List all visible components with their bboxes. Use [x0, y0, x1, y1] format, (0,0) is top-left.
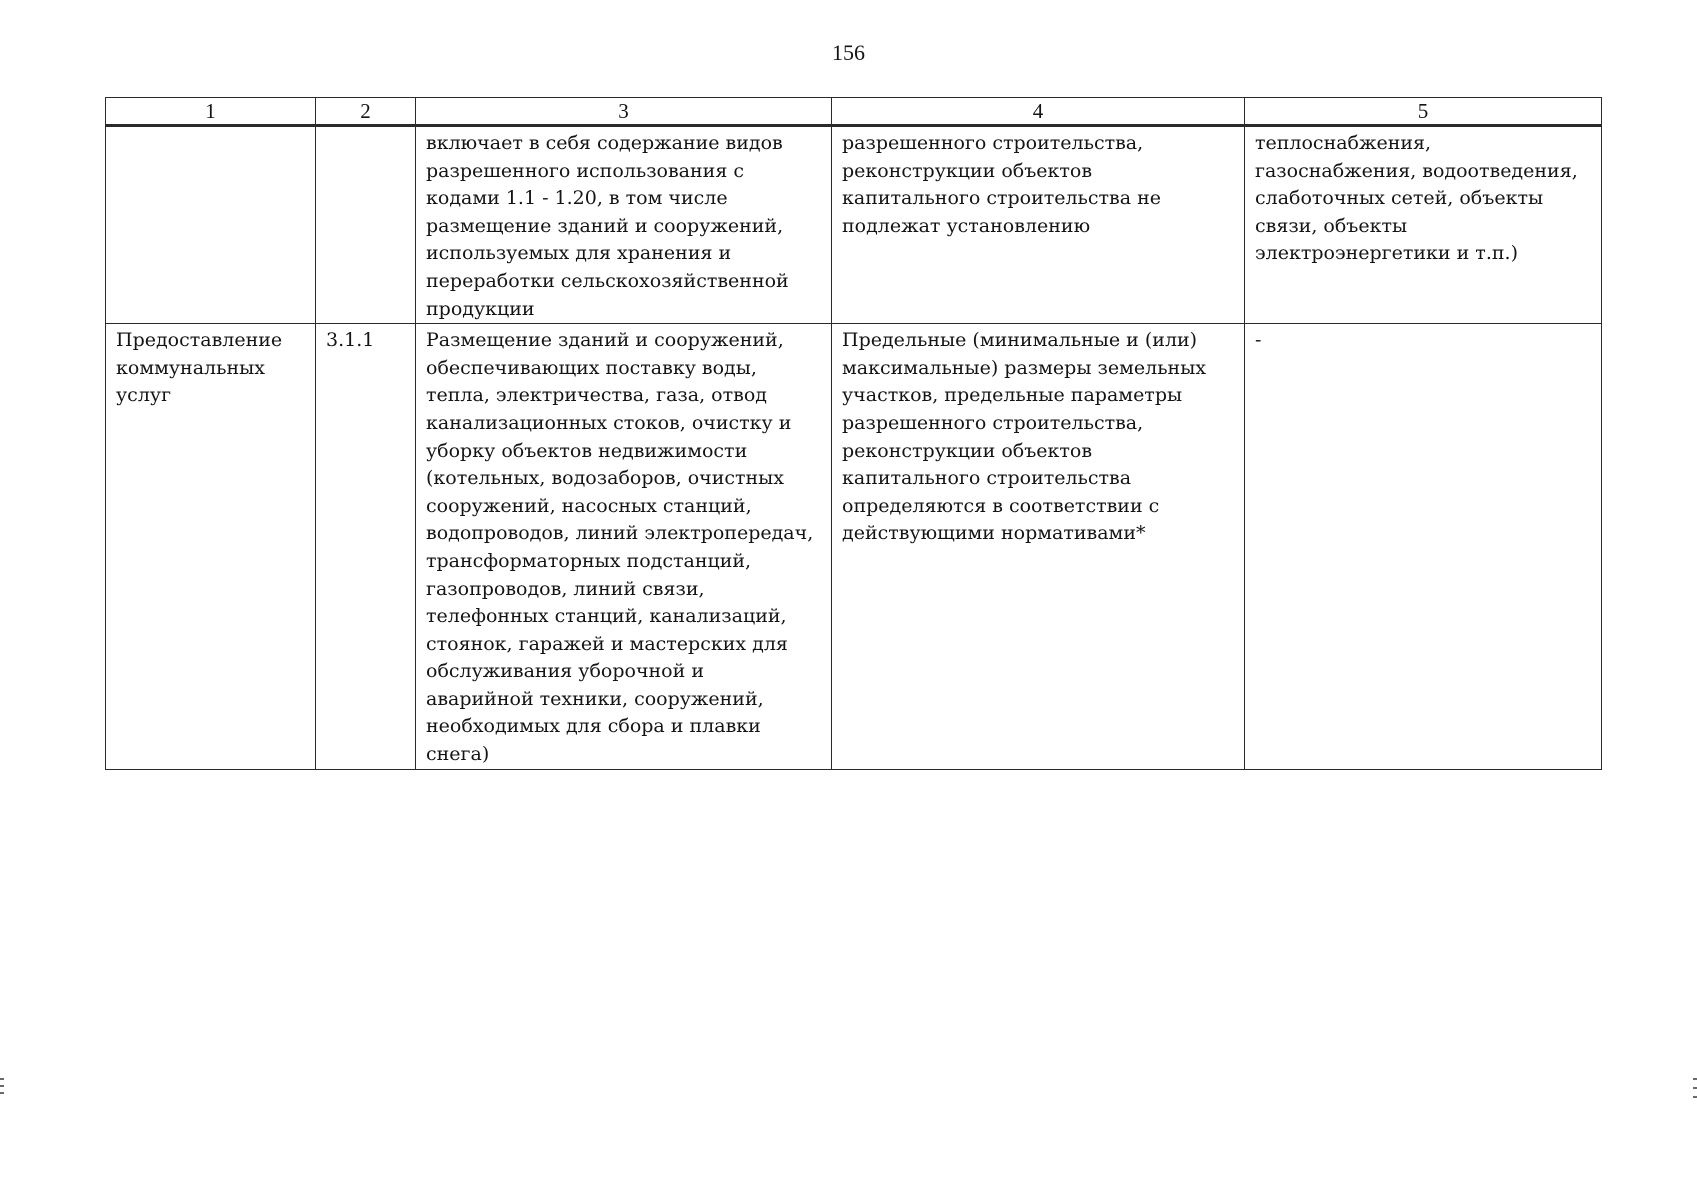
column-header: 3	[416, 98, 832, 126]
cell-text	[326, 127, 405, 130]
cell-text: теплоснабжения, газоснабжения, водоотведения, слаботочных сетей, объекты связи, объекты электроэнергетики и т.п.)	[1255, 132, 1578, 265]
table-cell-code	[316, 324, 416, 770]
table-cell-use-name	[106, 324, 316, 770]
scan-artifact-left	[0, 1078, 4, 1080]
column-header: 2	[316, 98, 416, 126]
scan-artifact-right	[1693, 1096, 1697, 1098]
cell-text: -	[1255, 329, 1262, 352]
cell-text: разрешенного строительства, реконструкции объектов капитального строительства не подлежат установлению	[842, 132, 1162, 237]
table-cell-parameters	[832, 324, 1245, 770]
table-row	[106, 324, 1602, 770]
scan-artifact-right	[1693, 1078, 1697, 1080]
table-cell-description	[416, 126, 832, 324]
table-cell-restrictions	[1245, 126, 1602, 324]
column-header: 1	[106, 98, 316, 126]
table-cell-code	[316, 126, 416, 324]
column-header: 5	[1245, 98, 1602, 126]
table-header-row	[106, 98, 1602, 126]
scan-artifact-left	[0, 1085, 4, 1087]
cell-text: 3.1.1	[326, 329, 375, 352]
page-number: 156	[832, 40, 865, 65]
cell-text	[116, 127, 305, 130]
column-header: 4	[832, 98, 1245, 126]
cell-text: Предельные (минимальные и (или) максимальные) размеры земельных участков, предельные параметры разрешенного строительства, реконструкции объектов капитального строительства определяются в соответствии с действующими нормативами*	[842, 329, 1207, 545]
cell-text: включает в себя содержание видов разрешенного использования с кодами 1.1 - 1.20, в том числе размещение зданий и сооружений, используемых для хранения и переработки сельскохозяйственной продукции	[426, 132, 789, 320]
cell-text: Размещение зданий и сооружений, обеспечивающих поставку воды, тепла, электричества, газа, отвод канализационных стоков, очистку и уборку объектов недвижимости (котельных, водозаборов, очистных сооружений, насосных станций, водопроводов, линий электропередач, трансформаторных подстанций, газопроводов, линий связи, телефонных станций, канализаций, стоянок, гаражей и мастерских для обслуживания уборочной и аварийной техники, сооружений, необходимых для сбора и плавки снега)	[426, 329, 814, 766]
scan-artifact-left	[0, 1092, 4, 1094]
scan-artifact-right	[1693, 1087, 1697, 1089]
cell-text: Предоставление коммунальных услуг	[116, 329, 283, 407]
table-row	[106, 126, 1602, 324]
table-cell-restrictions	[1245, 324, 1602, 770]
table-cell-parameters	[832, 126, 1245, 324]
regulations-table	[105, 97, 1602, 770]
table-cell-use-name	[106, 126, 316, 324]
table-cell-description	[416, 324, 832, 770]
